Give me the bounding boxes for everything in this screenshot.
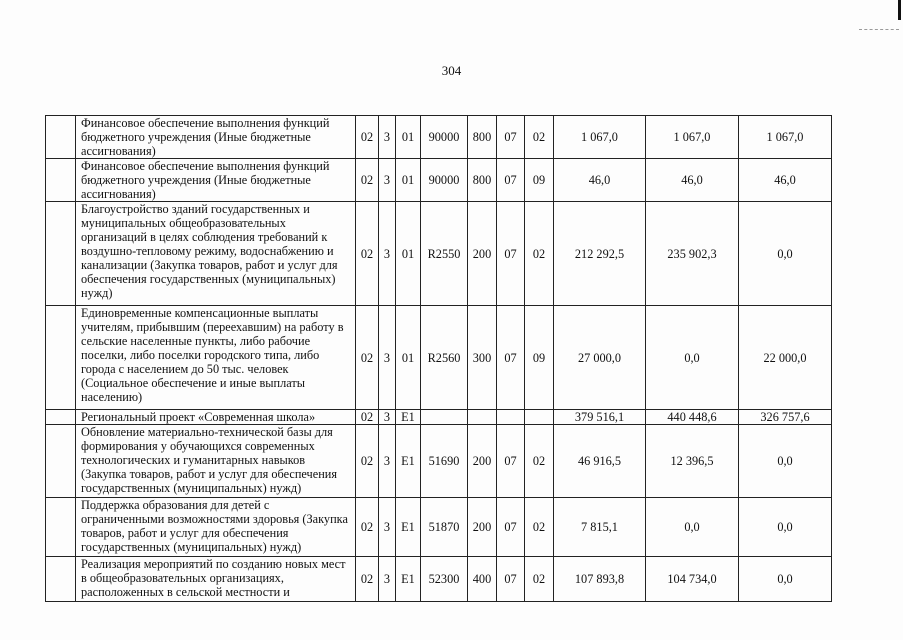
table-row-project: [46, 410, 832, 425]
code-cell: 07: [497, 159, 525, 202]
code-cell: E1: [396, 410, 421, 425]
project-title: Региональный проект «Современная школа»: [76, 410, 356, 425]
code-cell: 02: [356, 498, 379, 557]
amount-cell: 0,0: [739, 425, 832, 498]
code-cell: 09: [525, 159, 554, 202]
amount-cell: 7 815,1: [554, 498, 646, 557]
code-cell: E1: [396, 557, 421, 602]
item-description: Финансовое обеспечение выполнения функций бюджетного учреждения (Иные бюджетные ассигнования): [76, 116, 356, 159]
code-cell: 800: [468, 159, 497, 202]
amount-cell: 46 916,5: [554, 425, 646, 498]
table-row: [46, 202, 832, 306]
amount-cell: 27 000,0: [554, 306, 646, 410]
amount-cell: 212 292,5: [554, 202, 646, 306]
code-cell: [497, 410, 525, 425]
code-cell: 51690: [421, 425, 468, 498]
blank-cell: [46, 116, 76, 159]
amount-cell: 0,0: [739, 498, 832, 557]
amount-cell: 326 757,6: [739, 410, 832, 425]
code-cell: [421, 410, 468, 425]
item-description: Финансовое обеспечение выполнения функций бюджетного учреждения (Иные бюджетные ассигнования): [76, 159, 356, 202]
code-cell: 02: [356, 557, 379, 602]
amount-cell: 104 734,0: [646, 557, 739, 602]
code-cell: 07: [497, 202, 525, 306]
amount-cell: 107 893,8: [554, 557, 646, 602]
amount-cell: 440 448,6: [646, 410, 739, 425]
amount-cell: 1 067,0: [554, 116, 646, 159]
code-cell: E1: [396, 425, 421, 498]
table-row: [46, 498, 832, 557]
amount-cell: 46,0: [739, 159, 832, 202]
code-cell: 02: [525, 202, 554, 306]
code-cell: 01: [396, 306, 421, 410]
code-cell: 800: [468, 116, 497, 159]
amount-cell: 22 000,0: [739, 306, 832, 410]
table-row: [46, 425, 832, 498]
code-cell: 07: [497, 116, 525, 159]
code-cell: 3: [379, 425, 396, 498]
code-cell: 07: [497, 498, 525, 557]
code-cell: 02: [525, 498, 554, 557]
table-row: [46, 306, 832, 410]
code-cell: 51870: [421, 498, 468, 557]
code-cell: 02: [525, 116, 554, 159]
amount-cell: 12 396,5: [646, 425, 739, 498]
code-cell: 3: [379, 306, 396, 410]
table-row: [46, 557, 832, 602]
code-cell: 02: [356, 410, 379, 425]
budget-table: [45, 115, 832, 602]
amount-cell: 0,0: [739, 202, 832, 306]
scan-edge-mark: [898, 0, 901, 20]
code-cell: 02: [356, 159, 379, 202]
item-description: Реализация мероприятий по созданию новых мест в общеобразовательных организациях, расположенных в сельской местности и: [76, 557, 356, 602]
blank-cell: [46, 159, 76, 202]
amount-cell: 46,0: [554, 159, 646, 202]
amount-cell: 0,0: [739, 557, 832, 602]
code-cell: 3: [379, 159, 396, 202]
code-cell: R2550: [421, 202, 468, 306]
amount-cell: 379 516,1: [554, 410, 646, 425]
code-cell: 3: [379, 557, 396, 602]
code-cell: 90000: [421, 159, 468, 202]
blank-cell: [46, 306, 76, 410]
code-cell: 02: [525, 425, 554, 498]
item-description: Поддержка образования для детей с ограниченными возможностями здоровья (Закупка товаров, работ и услуг для обеспечения государственных (муниципальных) нужд): [76, 498, 356, 557]
amount-cell: 0,0: [646, 498, 739, 557]
table-row: [46, 116, 832, 159]
amount-cell: 1 067,0: [646, 116, 739, 159]
item-description: Благоустройство зданий государственных и муниципальных общеобразовательных организаций в целях соблюдения требований к воздушно-тепловому режиму, водоснабжению и канализации (Закупка товаров, работ и услуг для обеспечения государственных (муниципальных) нужд): [76, 202, 356, 306]
code-cell: 02: [356, 306, 379, 410]
code-cell: 200: [468, 202, 497, 306]
amount-cell: 46,0: [646, 159, 739, 202]
blank-cell: [46, 557, 76, 602]
page-number: 304: [441, 63, 462, 78]
code-cell: 09: [525, 306, 554, 410]
code-cell: 02: [525, 557, 554, 602]
code-cell: 01: [396, 202, 421, 306]
code-cell: 52300: [421, 557, 468, 602]
blank-cell: [46, 202, 76, 306]
item-description: Обновление материально-технической базы для формирования у обучающихся современных технологических и гуманитарных навыков (Закупка товаров, работ и услуг для обеспечения государственных (муниципальных) нужд): [76, 425, 356, 498]
code-cell: [525, 410, 554, 425]
code-cell: 01: [396, 116, 421, 159]
code-cell: 07: [497, 557, 525, 602]
code-cell: 200: [468, 425, 497, 498]
code-cell: 400: [468, 557, 497, 602]
code-cell: 07: [497, 306, 525, 410]
code-cell: 90000: [421, 116, 468, 159]
code-cell: 3: [379, 202, 396, 306]
amount-cell: 1 067,0: [739, 116, 832, 159]
blank-cell: [46, 498, 76, 557]
code-cell: [468, 410, 497, 425]
blank-cell: [46, 425, 76, 498]
item-description: Единовременные компенсационные выплаты учителям, прибывшим (переехавшим) на работу в сельские населенные пункты, либо рабочие поселки, либо поселки городского типа, либо города с населением до 50 тыс. человек (Социальное обеспечение и иные выплаты населению): [76, 306, 356, 410]
code-cell: 3: [379, 410, 396, 425]
code-cell: R2560: [421, 306, 468, 410]
code-cell: 200: [468, 498, 497, 557]
blank-cell: [46, 410, 76, 425]
code-cell: 3: [379, 498, 396, 557]
code-cell: E1: [396, 498, 421, 557]
amount-cell: 0,0: [646, 306, 739, 410]
table-row: [46, 159, 832, 202]
code-cell: 300: [468, 306, 497, 410]
code-cell: 02: [356, 202, 379, 306]
code-cell: 02: [356, 425, 379, 498]
code-cell: 07: [497, 425, 525, 498]
amount-cell: 235 902,3: [646, 202, 739, 306]
scan-edge-dash: [859, 29, 899, 30]
code-cell: 3: [379, 116, 396, 159]
code-cell: 02: [356, 116, 379, 159]
code-cell: 01: [396, 159, 421, 202]
